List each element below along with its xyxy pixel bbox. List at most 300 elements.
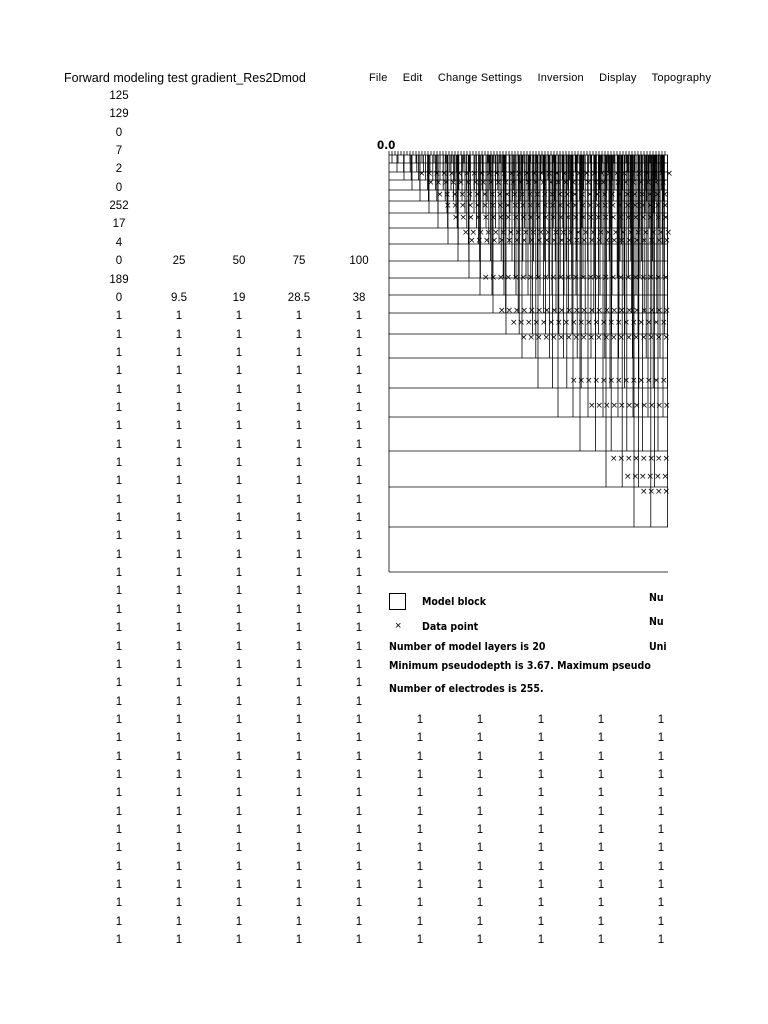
value-cell: 1	[175, 567, 183, 580]
data-point-mark: ×	[592, 178, 600, 188]
value-cell: 1	[175, 640, 183, 653]
data-point-mark: ×	[451, 190, 459, 200]
value-cell: 1	[115, 438, 123, 451]
data-point-mark: ×	[642, 228, 650, 238]
value-cell: 1	[115, 346, 123, 359]
value-cell: 1	[235, 695, 243, 708]
header-cell: 4	[115, 236, 123, 249]
data-point-mark: ×	[463, 169, 471, 179]
data-point-mark: ×	[468, 236, 476, 246]
data-point-mark: ×	[474, 213, 483, 223]
data-point-mark: ×	[615, 318, 623, 328]
data-point-mark: ×	[467, 213, 475, 223]
data-point-mark: ×	[595, 306, 604, 316]
value-cell: 1	[295, 475, 303, 488]
data-point-mark: ×	[513, 236, 521, 246]
data-point-mark: ×	[528, 306, 536, 316]
value-cell: 1	[115, 677, 123, 690]
data-point-mark: ×	[547, 318, 556, 328]
data-point-mark: ×	[602, 273, 610, 283]
legend-electrodes: Number of electrodes is 255.	[389, 682, 544, 695]
data-point-mark: ×	[538, 169, 546, 179]
data-point-mark: ×	[664, 228, 673, 238]
data-point-mark: ×	[660, 318, 668, 328]
depth-zero-label: 0.0	[377, 138, 396, 152]
data-point-mark: ×	[504, 213, 513, 223]
data-point-mark: ×	[444, 201, 452, 211]
data-point-mark: ×	[496, 201, 505, 211]
data-point-mark: ×	[604, 228, 613, 238]
data-point-mark: ×	[497, 213, 505, 223]
data-point-mark: ×	[655, 487, 663, 497]
coord-cell: 19	[232, 291, 246, 304]
value-cell: 1	[175, 383, 183, 396]
data-point-mark: ×	[610, 454, 618, 464]
value-cell: 1	[476, 897, 484, 910]
value-cell: 1	[355, 457, 363, 469]
data-point-mark: ×	[617, 213, 625, 223]
embedded-model-screenshot	[370, 135, 674, 710]
value-cell: 1	[235, 401, 243, 414]
value-cell: 1	[295, 897, 303, 910]
data-point-mark: ×	[653, 190, 662, 200]
value-cell: 1	[235, 768, 243, 781]
position-cell: 25	[172, 255, 186, 268]
data-point-mark: ×	[587, 273, 595, 283]
data-point-mark: ×	[483, 236, 491, 246]
value-cell: 1	[597, 860, 605, 873]
value-cell: 1	[295, 915, 303, 928]
data-point-mark: ×	[502, 178, 510, 188]
value-cell: 1	[115, 420, 123, 433]
value-cell: 1	[295, 787, 303, 800]
data-point-mark: ×	[584, 178, 593, 188]
value-cell: 1	[175, 732, 183, 745]
data-point-mark: ×	[654, 472, 662, 482]
value-cell: 1	[657, 750, 665, 763]
data-point-mark: ×	[618, 401, 626, 411]
data-point-mark: ×	[472, 178, 480, 188]
data-point-mark: ×	[585, 376, 593, 386]
data-point-mark: ×	[550, 306, 559, 316]
value-cell: 1	[355, 713, 363, 726]
data-point-mark: ×	[571, 190, 579, 200]
data-point-mark: ×	[648, 236, 656, 246]
value-cell: 1	[235, 897, 243, 910]
value-cell: 1	[416, 768, 424, 781]
data-point-mark: ×	[616, 201, 625, 211]
header-cell: 0	[115, 126, 123, 139]
value-cell: 1	[115, 567, 123, 580]
data-point-mark: ×	[488, 190, 497, 200]
value-cell: 1	[115, 787, 123, 800]
data-point-mark: ×	[607, 178, 615, 188]
value-cell: 1	[476, 934, 484, 947]
value-cell: 1	[416, 842, 424, 855]
menu-inversion: Inversion	[537, 72, 584, 84]
data-point-mark: ×	[632, 273, 640, 283]
data-point-mark: ×	[572, 273, 580, 283]
data-point-mark: ×	[661, 190, 669, 200]
value-cell: 1	[115, 915, 123, 928]
data-point-mark: ×	[575, 169, 584, 179]
value-cell: 1	[355, 346, 363, 359]
value-cell: 1	[657, 824, 665, 836]
data-point-mark: ×	[489, 273, 498, 283]
data-point-mark: ×	[550, 236, 559, 246]
data-point-mark: ×	[498, 236, 506, 246]
data-point-mark: ×	[565, 333, 573, 343]
data-point-mark: ×	[499, 228, 508, 238]
legend-right-2: Nu	[649, 615, 664, 628]
value-cell: 1	[355, 934, 363, 947]
value-cell: 1	[355, 438, 363, 451]
value-cell: 1	[295, 732, 303, 745]
value-cell: 1	[597, 713, 605, 726]
data-point-mark: ×	[457, 178, 465, 188]
legend-data-point: Data point	[422, 620, 479, 633]
data-point-mark: ×	[609, 273, 618, 283]
data-point-mark: ×	[511, 201, 520, 211]
data-point-mark: ×	[562, 318, 571, 328]
data-point-mark: ×	[565, 306, 574, 316]
data-point-mark: ×	[640, 306, 649, 316]
value-cell: 1	[657, 732, 665, 745]
data-point-mark: ×	[534, 201, 542, 211]
data-point-mark: ×	[565, 236, 574, 246]
value-cell: 1	[537, 732, 545, 745]
value-cell: 1	[235, 438, 243, 451]
data-point-mark: ×	[550, 333, 558, 343]
data-point-mark: ×	[646, 472, 655, 482]
value-cell: 1	[355, 310, 363, 323]
value-cell: 1	[537, 860, 545, 873]
data-point-mark: ×	[654, 273, 663, 283]
header-cell: 0	[115, 181, 123, 194]
data-point-mark: ×	[625, 236, 634, 246]
data-point-mark: ×	[539, 178, 548, 188]
menu-file: File	[369, 72, 388, 84]
value-cell: 1	[175, 768, 183, 781]
value-cell: 1	[597, 805, 605, 818]
value-cell: 1	[175, 879, 183, 892]
data-point-mark: ×	[609, 213, 618, 223]
value-cell: 1	[115, 548, 123, 561]
value-cell: 1	[235, 750, 243, 763]
value-cell: 1	[476, 824, 484, 836]
value-cell: 1	[355, 768, 363, 781]
data-point-mark: ×	[542, 333, 551, 343]
data-point-mark: ×	[597, 228, 605, 238]
data-point-mark: ×	[554, 178, 563, 188]
data-point-mark: ×	[560, 169, 569, 179]
value-cell: 1	[355, 548, 363, 561]
value-cell: 1	[235, 787, 243, 800]
value-cell: 1	[355, 622, 363, 635]
value-cell: 1	[175, 805, 183, 818]
data-point-mark: ×	[567, 228, 575, 238]
data-point-mark: ×	[542, 213, 550, 223]
data-point-mark: ×	[517, 178, 525, 188]
data-point-mark: ×	[614, 178, 623, 188]
coord-cell: 38	[352, 291, 366, 304]
value-cell: 1	[175, 915, 183, 928]
data-point-mark: ×	[588, 236, 596, 246]
value-cell: 1	[115, 493, 123, 506]
value-cell: 1	[537, 713, 545, 726]
data-point-mark: ×	[527, 333, 536, 343]
value-cell: 1	[537, 842, 545, 855]
data-point-mark: ×	[557, 273, 565, 283]
data-point-mark: ×	[663, 236, 671, 246]
data-point-mark: ×	[533, 190, 542, 200]
data-point-mark: ×	[617, 454, 626, 464]
value-cell: 1	[175, 585, 183, 598]
value-cell: 1	[235, 346, 243, 359]
data-point-mark: ×	[598, 169, 606, 179]
value-cell: 1	[295, 548, 303, 561]
model-block-legend-icon	[389, 593, 406, 610]
data-point-mark: ×	[610, 333, 618, 343]
data-point-mark: ×	[624, 472, 632, 482]
data-point-mark: ×	[631, 190, 639, 200]
value-cell: 1	[175, 860, 183, 873]
value-cell: 1	[295, 879, 303, 892]
data-point-mark: ×	[504, 273, 513, 283]
data-point-mark: ×	[530, 169, 539, 179]
data-point-mark: ×	[623, 190, 632, 200]
value-cell: 1	[476, 768, 484, 781]
value-cell: 1	[175, 622, 183, 635]
data-point-mark: ×	[652, 318, 661, 328]
value-cell: 1	[175, 603, 183, 616]
data-point-mark: ×	[514, 228, 523, 238]
value-cell: 1	[476, 879, 484, 892]
data-point-mark: ×	[526, 190, 534, 200]
data-point-mark: ×	[622, 178, 630, 188]
data-point-mark: ×	[548, 190, 557, 200]
data-point-mark: ×	[543, 306, 551, 316]
value-cell: 1	[537, 768, 545, 781]
data-point-mark: ×	[579, 213, 588, 223]
data-point-mark: ×	[497, 273, 505, 283]
data-point-mark: ×	[655, 236, 664, 246]
value-cell: 1	[295, 658, 303, 671]
data-point-mark: ×	[482, 213, 490, 223]
data-point-mark: ×	[659, 178, 668, 188]
value-cell: 1	[235, 567, 243, 580]
value-cell: 1	[295, 677, 303, 690]
data-point-mark: ×	[625, 454, 633, 464]
value-cell: 1	[115, 897, 123, 910]
data-point-mark: ×	[489, 201, 497, 211]
data-point-mark: ×	[427, 178, 435, 188]
data-point-mark: ×	[574, 228, 583, 238]
data-point-mark: ×	[474, 201, 482, 211]
data-point-mark: ×	[640, 454, 648, 464]
value-cell: 1	[476, 915, 484, 928]
data-point-mark: ×	[466, 190, 474, 200]
value-cell: 1	[115, 383, 123, 396]
value-cell: 1	[115, 512, 123, 525]
data-point-mark: ×	[638, 190, 647, 200]
value-cell: 1	[295, 934, 303, 947]
value-cell: 1	[476, 732, 484, 745]
value-cell: 1	[476, 713, 484, 726]
data-point-mark: ×	[542, 273, 550, 283]
data-point-mark: ×	[586, 190, 594, 200]
data-point-mark: ×	[535, 306, 544, 316]
data-point-mark: ×	[532, 178, 540, 188]
data-point-mark: ×	[625, 333, 633, 343]
value-cell: 1	[355, 383, 363, 396]
value-cell: 1	[355, 750, 363, 763]
value-cell: 1	[355, 640, 363, 653]
data-point-mark: ×	[569, 178, 578, 188]
data-point-mark: ×	[511, 190, 519, 200]
value-cell: 1	[115, 530, 123, 543]
data-point-mark: ×	[628, 169, 636, 179]
data-point-mark: ×	[624, 201, 632, 211]
value-cell: 1	[235, 732, 243, 745]
data-point-mark: ×	[609, 201, 617, 211]
data-point-mark: ×	[647, 273, 655, 283]
value-cell: 1	[597, 915, 605, 928]
menu-change-settings: Change Settings	[437, 72, 523, 84]
data-point-mark: ×	[662, 487, 671, 497]
data-point-mark: ×	[545, 169, 554, 179]
value-cell: 1	[355, 512, 363, 525]
value-cell: 1	[416, 824, 424, 836]
data-point-mark: ×	[487, 178, 495, 188]
menu-topography: Topography	[651, 72, 712, 84]
legend-right-3: Uni	[649, 640, 667, 653]
data-point-mark: ×	[512, 213, 520, 223]
data-point-mark: ×	[589, 228, 598, 238]
value-cell: 1	[355, 860, 363, 873]
data-point-mark: ×	[494, 178, 503, 188]
data-point-mark: ×	[555, 318, 563, 328]
data-point-mark: ×	[610, 236, 619, 246]
position-cell: 75	[292, 255, 306, 268]
value-cell: 1	[355, 567, 363, 580]
data-point-mark: ×	[577, 318, 586, 328]
value-cell: 1	[235, 713, 243, 726]
data-point-mark: ×	[637, 318, 646, 328]
data-point-mark: ×	[603, 236, 611, 246]
data-point-mark: ×	[619, 228, 628, 238]
data-point-mark: ×	[665, 169, 674, 179]
data-point-mark: ×	[615, 376, 623, 386]
value-cell: 1	[175, 530, 183, 543]
value-cell: 1	[355, 328, 363, 341]
data-point-mark: ×	[535, 236, 544, 246]
value-cell: 1	[295, 824, 303, 836]
value-cell: 1	[235, 530, 243, 543]
data-point-mark: ×	[549, 201, 557, 211]
value-cell: 1	[295, 640, 303, 653]
data-point-mark: ×	[613, 169, 621, 179]
data-point-mark: ×	[631, 201, 640, 211]
value-cell: 1	[476, 842, 484, 855]
data-point-mark: ×	[484, 228, 493, 238]
value-cell: 1	[355, 842, 363, 855]
data-point-mark: ×	[558, 306, 566, 316]
value-cell: 1	[235, 493, 243, 506]
value-cell: 1	[295, 401, 303, 414]
value-cell: 1	[115, 585, 123, 598]
value-cell: 1	[355, 824, 363, 836]
data-point-mark: ×	[570, 318, 578, 328]
data-point-mark: ×	[469, 228, 478, 238]
data-point-mark: ×	[503, 190, 512, 200]
data-point-mark: ×	[490, 236, 499, 246]
data-point-mark: ×	[655, 333, 663, 343]
data-point-mark: ×	[632, 213, 640, 223]
data-point-mark: ×	[436, 190, 444, 200]
value-cell: 1	[597, 842, 605, 855]
data-point-mark: ×	[535, 333, 543, 343]
value-cell: 1	[476, 750, 484, 763]
data-point-mark: ×	[526, 201, 535, 211]
value-cell: 1	[235, 805, 243, 818]
data-point-mark: ×	[519, 201, 527, 211]
data-point-mark: ×	[568, 169, 576, 179]
data-point-mark: ×	[525, 318, 533, 328]
value-cell: 1	[235, 860, 243, 873]
data-point-mark: ×	[607, 318, 616, 328]
value-cell: 1	[175, 695, 183, 708]
data-point-mark: ×	[624, 273, 633, 283]
data-point-mark: ×	[552, 228, 560, 238]
value-cell: 1	[597, 732, 605, 745]
value-cell: 1	[295, 842, 303, 855]
value-cell: 1	[115, 879, 123, 892]
value-cell: 1	[175, 787, 183, 800]
data-point-mark: ×	[633, 401, 641, 411]
data-point-mark: ×	[645, 376, 653, 386]
legend-model-block: Model block	[422, 595, 487, 608]
value-cell: 1	[416, 879, 424, 892]
value-cell: 1	[416, 713, 424, 726]
value-cell: 1	[175, 658, 183, 671]
legend-right-1: Nu	[649, 591, 664, 604]
value-cell: 1	[235, 512, 243, 525]
data-point-mark: ×	[559, 228, 568, 238]
value-cell: 1	[295, 346, 303, 359]
value-cell: 1	[235, 383, 243, 396]
value-cell: 1	[175, 475, 183, 488]
data-point-mark: ×	[600, 318, 608, 328]
data-point-mark: ×	[647, 487, 656, 497]
value-cell: 1	[657, 897, 665, 910]
data-point-mark: ×	[564, 213, 573, 223]
value-cell: 1	[235, 915, 243, 928]
data-point-mark: ×	[434, 178, 443, 188]
data-point-mark: ×	[580, 306, 589, 316]
data-point-mark: ×	[507, 228, 515, 238]
data-point-mark: ×	[654, 201, 662, 211]
data-point-mark: ×	[557, 213, 565, 223]
data-point-mark: ×	[518, 190, 527, 200]
data-point-mark: ×	[640, 487, 648, 497]
value-cell: 1	[355, 365, 363, 378]
data-point-mark: ×	[603, 306, 611, 316]
data-point-mark: ×	[654, 213, 663, 223]
value-cell: 1	[295, 695, 303, 708]
value-cell: 1	[115, 713, 123, 726]
data-point-mark: ×	[592, 376, 601, 386]
